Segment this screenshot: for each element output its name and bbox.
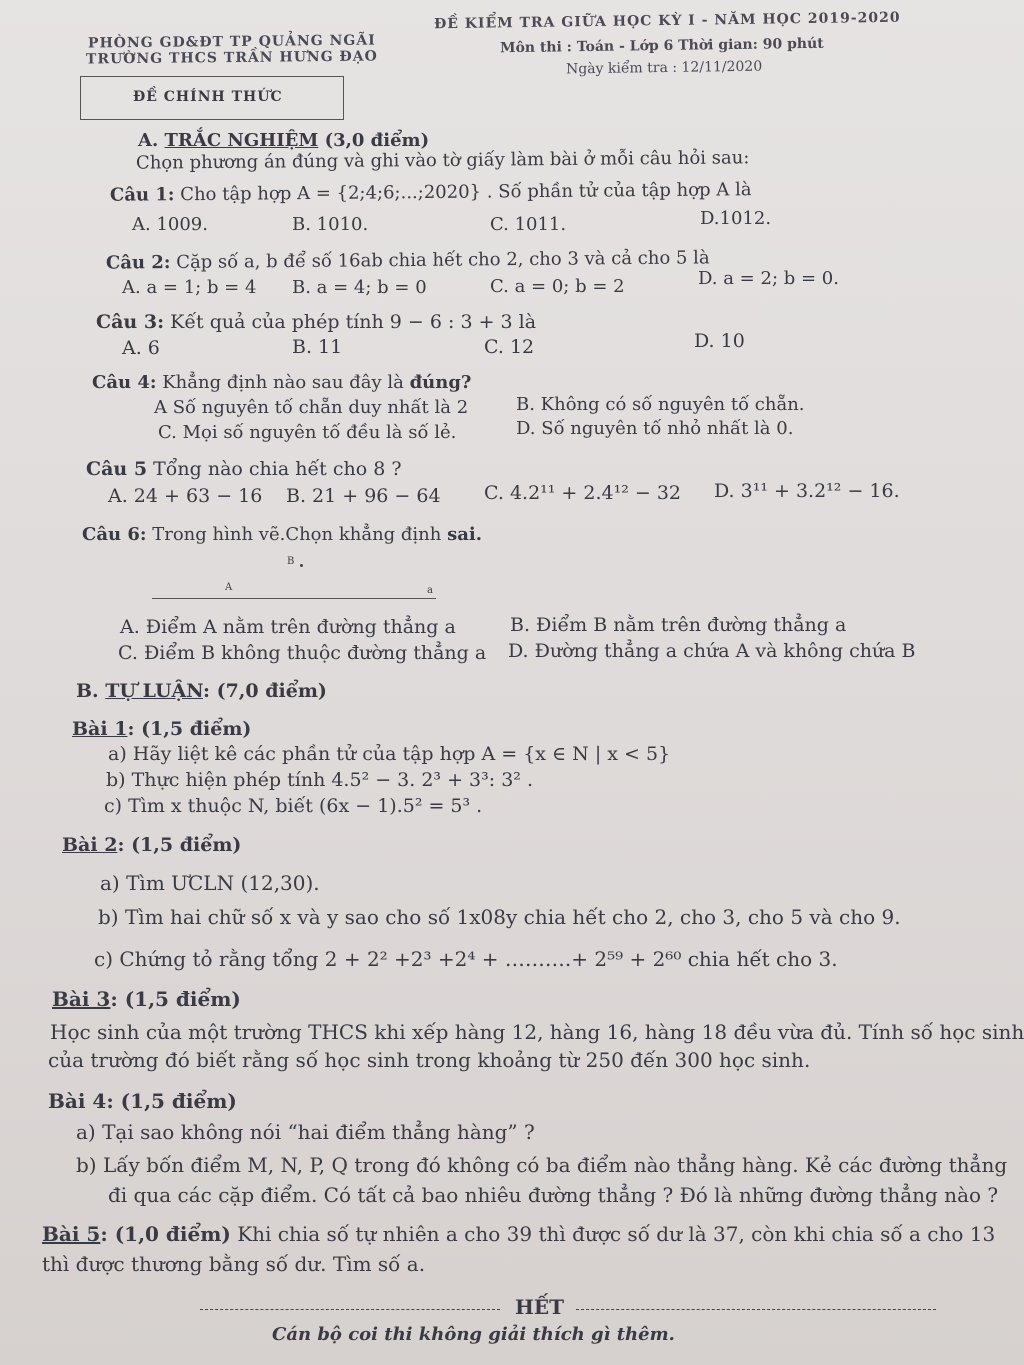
problem-3-line-1: Học sinh của một trường THCS khi xếp hàng 12, hàng 16, hàng 18 đều vừa đủ. Tính số học sinh: [50, 1020, 1024, 1044]
question-label: Câu 6:: [82, 524, 147, 545]
problem-1-item-a: a) Hãy liệt kê các phần tử của tập hợp A = {x ∈ N | x < 5}: [108, 743, 671, 765]
footer-note: Cán bộ coi thi không giải thích gì thêm.: [272, 1324, 675, 1345]
problem-label: Bài 2: [62, 834, 118, 856]
q3-option-b: B. 11: [292, 336, 343, 358]
question-label: Câu 3:: [96, 311, 165, 333]
section-b-heading: [76, 680, 327, 702]
q3-option-a: A. 6: [122, 337, 160, 359]
q2-option-c: C. a = 0; b = 2: [490, 276, 625, 297]
problem-2-item-c: c) Chứng tỏ rằng tổng 2 + 2² +2³ +2⁴ + ……….+ 2⁵⁹ + 2⁶⁰ chia hết cho 3.: [94, 947, 838, 971]
q6-option-a: A. Điểm A nằm trên đường thẳng a: [120, 616, 456, 638]
question-6: [82, 524, 482, 545]
problem-4-item-a: a) Tại sao không nói “hai điểm thẳng hàng” ?: [76, 1120, 535, 1144]
official-label: ĐỀ CHÍNH THỨC: [133, 89, 283, 105]
exam-date: Ngày kiểm tra : 12/11/2020: [565, 58, 763, 78]
q2-option-d: D. a = 2; b = 0.: [698, 268, 839, 289]
question-text: Cặp số a, b để số 16ab chia hết cho 2, cho 3 và cả cho 5 là: [170, 247, 710, 274]
question-text: Khẳng định nào sau đây là: [156, 372, 410, 393]
problem-4-item-b: b) Lấy bốn điểm M, N, P, Q trong đó không có ba điểm nào thẳng hàng. Kẻ các đường thẳng: [76, 1153, 1008, 1177]
problem-5-line-2: thì được thương bằng số dư. Tìm số a.: [42, 1252, 426, 1276]
q5-option-b: B. 21 + 96 − 64: [286, 485, 441, 507]
figure-point-b: [300, 564, 303, 567]
q5-option-c: C. 4.2¹¹ + 2.4¹² − 32: [484, 482, 682, 504]
problem-label: Bài 3: [52, 987, 111, 1011]
question-text: Kết quả của phép tính 9 − 6 : 3 + 3 là: [164, 311, 537, 333]
problem-label: Bài 1: [72, 718, 128, 740]
question-emphasis: đúng?: [409, 372, 472, 393]
q5-option-a: A. 24 + 63 − 16: [108, 485, 263, 507]
figure-point-a-label: A: [225, 582, 233, 593]
section-b-prefix: B.: [76, 680, 106, 702]
problem-points: : (1,5 điểm): [110, 987, 241, 1011]
problem-5-text: Khi chia số tự nhiên a cho 39 thì được số dư là 37, còn khi chia số a cho 13: [230, 1222, 996, 1246]
question-2: [106, 247, 710, 273]
section-b-points: : (7,0 điểm): [202, 680, 327, 702]
q6-option-b: B. Điểm B nằm trên đường thẳng a: [510, 614, 847, 636]
footer-dash-left: [200, 1309, 500, 1310]
department-name: PHÒNG GD&ĐT TP QUẢNG NGÃI: [87, 32, 376, 52]
footer-dash-right: [576, 1309, 936, 1310]
problem-1-item-c: c) Tìm x thuộc N, biết (6x − 1).5² = 5³ .: [104, 795, 483, 817]
problem-2-item-b: b) Tìm hai chữ số x và y sao cho số 1x08y chia hết cho 2, cho 3, cho 5 và cho 9.: [98, 905, 901, 929]
question-emphasis: sai.: [447, 524, 482, 545]
question-1: [110, 179, 752, 206]
problem-2-heading: [62, 834, 241, 856]
figure-point-b-label: B: [287, 556, 295, 567]
question-5: [86, 458, 402, 480]
q4-option-a: A Số nguyên tố chẵn duy nhất là 2: [154, 397, 469, 418]
section-b-title: TỰ LUẬN: [105, 680, 203, 702]
q3-option-c: C. 12: [484, 336, 535, 358]
q2-option-a: A. a = 1; b = 4: [122, 277, 257, 298]
question-4: [92, 372, 471, 393]
q4-option-d: D. Số nguyên tố nhỏ nhất là 0.: [516, 418, 794, 439]
official-box: [80, 76, 344, 120]
q1-option-b: B. 1010.: [292, 214, 369, 235]
problem-label: Bài 4: (1,5 điểm): [48, 1089, 237, 1113]
question-text: Tổng nào chia hết cho 8 ?: [147, 458, 402, 480]
q1-option-a: A. 1009.: [132, 214, 208, 235]
question-label: Câu 4:: [92, 372, 157, 393]
figure-line-a: [152, 598, 436, 599]
question-3: [96, 311, 536, 333]
problem-1-item-b: b) Thực hiện phép tính 4.5² − 3. 2³ + 3³: 3² .: [106, 769, 533, 791]
end-label: HẾT: [515, 1295, 565, 1319]
section-a-heading: [138, 130, 429, 151]
question-label: Câu 1:: [109, 184, 175, 206]
q6-option-d: D. Đường thẳng a chứa A và không chứa B: [508, 640, 916, 662]
question-label: Câu 2:: [105, 252, 171, 274]
problem-points: : (1,5 điểm): [127, 718, 252, 740]
problem-2-item-a: a) Tìm ƯCLN (12,30).: [100, 871, 320, 895]
q6-option-c: C. Điểm B không thuộc đường thẳng a: [118, 642, 487, 664]
problem-points: : (1,0 điểm): [100, 1222, 231, 1246]
q2-option-b: B. a = 4; b = 0: [292, 277, 427, 298]
q1-option-d: D.1012.: [700, 208, 772, 229]
problem-4-item-b-cont: đi qua các cặp điểm. Có tất cả bao nhiêu đường thẳng ? Đó là những đường thẳng nào ?: [108, 1183, 999, 1207]
problem-3-line-2: của trường đó biết rằng số học sinh trong khoảng từ 250 đến 300 học sinh.: [48, 1048, 811, 1072]
problem-3-heading: [52, 987, 241, 1011]
q4-option-c: C. Mọi số nguyên tố đều là số lẻ.: [158, 422, 457, 443]
q1-option-c: C. 1011.: [490, 214, 567, 235]
problem-5-line-1: [42, 1222, 995, 1246]
question-text: Cho tập hợp A = {2;4;6;...;2020} . Số phần tử của tập hợp A là: [174, 179, 752, 206]
q5-option-d: D. 3¹¹ + 3.2¹² − 16.: [714, 480, 900, 502]
school-name: TRƯỜNG THCS TRẦN HƯNG ĐẠO: [85, 48, 378, 68]
section-a-prefix: A.: [138, 130, 165, 151]
section-a-points: (3,0 điểm): [318, 130, 430, 151]
q3-option-d: D. 10: [694, 330, 745, 352]
problem-4-heading: [48, 1089, 237, 1113]
problem-label: Bài 5: [42, 1222, 101, 1246]
section-a-title: TRẮC NGHIỆM: [164, 130, 319, 151]
question-label: Câu 5: [86, 458, 148, 480]
question-text: Trong hình vẽ.Chọn khẳng định: [146, 524, 448, 545]
problem-1-heading: [72, 718, 251, 740]
exam-subject: Môn thi : Toán - Lớp 6 Thời gian: 90 phút: [499, 35, 824, 57]
exam-title: ĐỀ KIỂM TRA GIỮA HỌC KỲ I - NĂM HỌC 2019-2020: [433, 9, 901, 33]
problem-points: : (1,5 điểm): [117, 834, 242, 856]
figure-line-a-label: a: [427, 585, 433, 596]
section-a-instruction: Chọn phương án đúng và ghi vào tờ giấy làm bài ở mỗi câu hỏi sau:: [135, 147, 750, 174]
q4-option-b: B. Không có số nguyên tố chẵn.: [516, 394, 805, 415]
